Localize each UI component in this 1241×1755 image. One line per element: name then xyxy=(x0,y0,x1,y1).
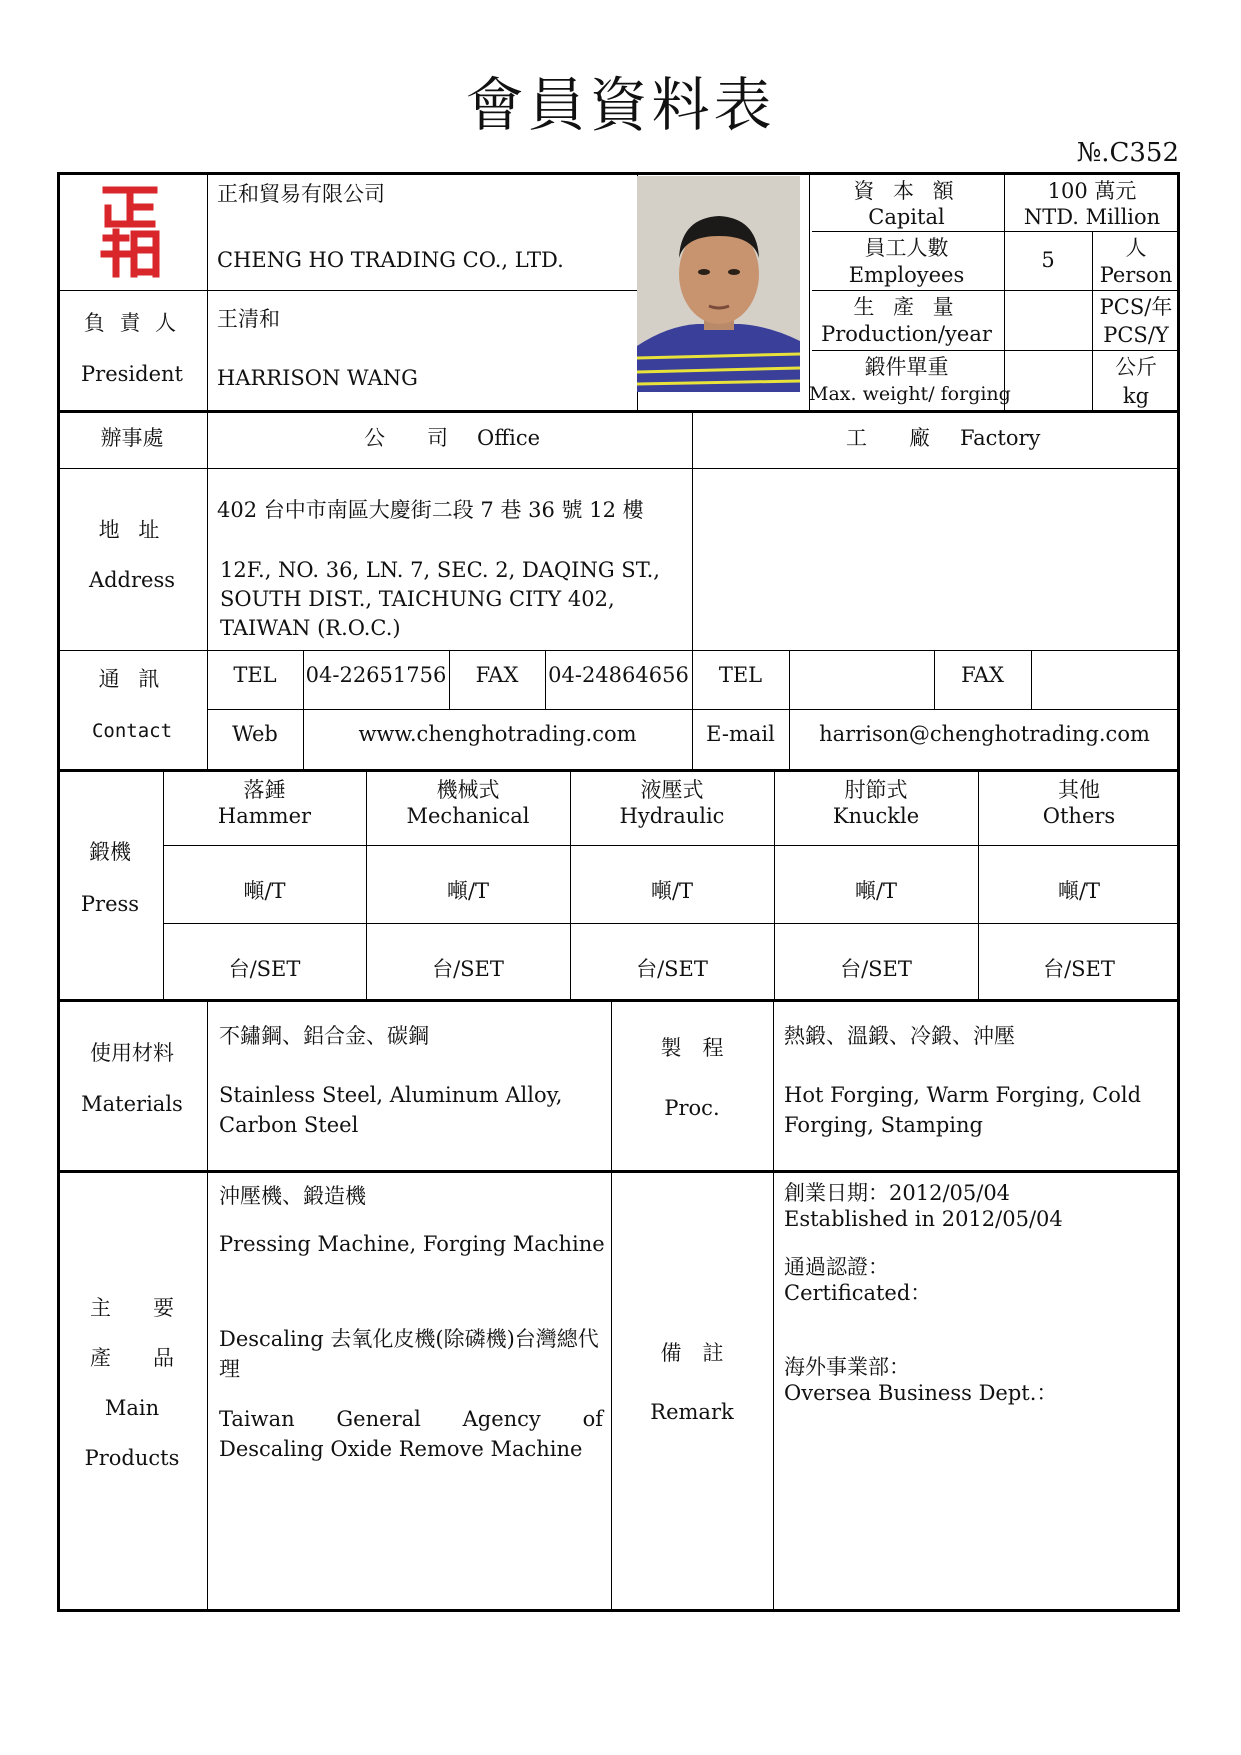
remark-label-en: Remark xyxy=(650,1400,734,1424)
employees-unit-en: Person xyxy=(1099,263,1173,287)
products-label-en-1: Main xyxy=(104,1396,160,1420)
max-weight-label-en: Max. weight/ forging xyxy=(809,383,1011,405)
press-type-en: Knuckle xyxy=(832,804,920,828)
rule xyxy=(611,999,612,1612)
capital-value-zh: 100 萬元 xyxy=(1047,179,1137,203)
contact-label-en: Contact xyxy=(91,720,173,742)
capital-label-en: Capital xyxy=(868,205,945,229)
press-type-en: Hydraulic xyxy=(619,804,725,828)
rule xyxy=(163,845,1180,846)
production-unit-en: PCS/Y xyxy=(1103,323,1169,347)
office-fax-label: FAX xyxy=(475,663,519,687)
office-heading-zh: 公 司 xyxy=(364,426,448,450)
process-label-zh: 製 程 xyxy=(660,1036,724,1060)
production-unit-zh: PCS/年 xyxy=(1099,295,1173,319)
press-label-zh: 鍛機 xyxy=(89,840,131,864)
president-label-zh: 負 責 人 xyxy=(83,311,181,335)
product-line2-en: Taiwan General Agency of Descaling Oxide Remove Machine xyxy=(219,1407,603,1461)
document-number: №.C352 xyxy=(1076,138,1179,168)
factory-fax-label: FAX xyxy=(961,663,1004,687)
factory-tel-label: TEL xyxy=(718,663,763,687)
office-tel-label: TEL xyxy=(233,663,277,687)
press-set-unit: 台/SET xyxy=(636,957,708,981)
press-type-zh: 肘節式 xyxy=(844,778,908,802)
products-label-zh-1: 主 要 xyxy=(90,1296,174,1320)
established-zh: 創業日期：2012/05/04 xyxy=(784,1181,1011,1205)
rule xyxy=(57,468,1180,469)
press-type-zh: 其他 xyxy=(1058,778,1100,802)
address-label-zh: 地 址 xyxy=(98,518,166,542)
president-label-en: President xyxy=(81,362,183,386)
materials-label-zh: 使用材料 xyxy=(90,1041,174,1065)
press-set-unit: 台/SET xyxy=(228,957,301,981)
rule xyxy=(57,650,1180,651)
oversea-dept-en: Oversea Business Dept.： xyxy=(784,1381,1058,1405)
press-label-en: Press xyxy=(80,892,140,916)
company-logo xyxy=(100,182,160,278)
contact-label-zh: 通 訊 xyxy=(98,667,166,691)
office-row-label: 辦事處 xyxy=(100,426,164,450)
address-label-en: Address xyxy=(88,568,176,592)
website-link[interactable]: www.chenghotrading.com xyxy=(358,722,637,746)
press-ton-unit: 噸/T xyxy=(446,879,490,903)
process-label-en: Proc. xyxy=(664,1096,720,1120)
rule xyxy=(773,999,774,1612)
rule xyxy=(207,172,208,410)
factory-heading-en: Factory xyxy=(960,426,1041,450)
president-name-en: HARRISON WANG xyxy=(217,366,418,390)
office-tel-value: 04-22651756 xyxy=(305,663,447,687)
email-link[interactable]: harrison@chenghotrading.com xyxy=(819,722,1150,746)
rule xyxy=(57,290,637,291)
rule xyxy=(207,410,208,769)
employees-unit-zh: 人 xyxy=(1125,236,1147,260)
office-fax-value: 04-24864656 xyxy=(548,663,689,687)
certificated-zh: 通過認證： xyxy=(784,1255,889,1279)
rule xyxy=(57,1170,1180,1173)
press-ton-unit: 噸/T xyxy=(243,879,286,903)
process-value-zh: 熱鍛、溫鍛、冷鍛、沖壓 xyxy=(784,1024,1015,1048)
rule xyxy=(57,769,1180,772)
max-weight-label-zh: 鍛件單重 xyxy=(864,355,949,379)
products-label-en-2: Products xyxy=(84,1446,180,1470)
press-ton-unit: 噸/T xyxy=(1057,879,1101,903)
rule xyxy=(789,650,790,769)
max-weight-unit-zh: 公斤 xyxy=(1115,355,1157,379)
employees-value: 5 xyxy=(1041,248,1055,272)
press-set-unit: 台/SET xyxy=(1043,957,1115,981)
press-set-unit: 台/SET xyxy=(432,957,504,981)
rule xyxy=(57,999,1180,1002)
production-label-zh: 生 產 量 xyxy=(853,295,960,319)
president-name-zh: 王清和 xyxy=(217,307,280,331)
product-line1-en: Pressing Machine, Forging Machine xyxy=(219,1232,605,1256)
press-ton-unit: 噸/T xyxy=(650,879,694,903)
capital-value-en: NTD. Million xyxy=(1023,205,1161,229)
press-type-zh: 機械式 xyxy=(436,778,500,802)
press-type-zh: 液壓式 xyxy=(640,778,704,802)
office-address-zh: 402 台中市南區大慶街二段 7 巷 36 號 12 樓 xyxy=(217,498,644,522)
product-line1-zh: 沖壓機、鍛造機 xyxy=(219,1184,366,1208)
press-type-en: Others xyxy=(1042,804,1116,828)
production-label-en: Production/year xyxy=(821,322,992,346)
capital-label-zh: 資 本 額 xyxy=(853,179,960,203)
certificated-en: Certificated： xyxy=(784,1281,932,1305)
company-name-zh: 正和貿易有限公司 xyxy=(217,182,385,206)
press-ton-unit: 噸/T xyxy=(854,879,898,903)
products-label-zh-2: 產 品 xyxy=(90,1346,174,1370)
employees-label-zh: 員工人數 xyxy=(864,236,949,260)
product-line2-zh: Descaling 去氧化皮機(除磷機)台灣總代理 xyxy=(219,1327,599,1381)
president-photo xyxy=(637,176,800,392)
press-set-unit: 台/SET xyxy=(840,957,912,981)
office-heading-en: Office xyxy=(477,426,541,450)
materials-value-zh: 不鏽鋼、鋁合金、碳鋼 xyxy=(219,1024,429,1048)
rule xyxy=(207,709,1180,710)
materials-label-en: Materials xyxy=(81,1092,183,1116)
office-address-en: 12F., NO. 36, LN. 7, SEC. 2, DAQING ST., SOUTH DIST., TAICHUNG CITY 402, TAIWAN (R.O.C.) xyxy=(220,558,660,640)
press-type-zh: 落錘 xyxy=(243,778,286,802)
press-type-en: Hammer xyxy=(217,804,312,828)
factory-heading-zh: 工 廠 xyxy=(846,426,930,450)
rule xyxy=(692,410,693,769)
established-en: Established in 2012/05/04 xyxy=(784,1207,1063,1231)
rule xyxy=(207,999,208,1612)
web-label: Web xyxy=(232,722,278,746)
email-label: E-mail xyxy=(706,722,775,746)
company-name-en: CHENG HO TRADING CO., LTD. xyxy=(217,248,564,272)
employees-label-en: Employees xyxy=(848,263,965,287)
process-value-en: Hot Forging, Warm Forging, Cold Forging, Stamping xyxy=(784,1083,1142,1137)
page-title: 會員資料表 xyxy=(465,71,776,139)
rule xyxy=(57,410,1180,413)
rule xyxy=(1031,650,1032,709)
materials-value-en: Stainless Steel, Aluminum Alloy, Carbon Steel xyxy=(219,1083,563,1137)
press-type-en: Mechanical xyxy=(406,804,530,828)
remark-label-zh: 備 註 xyxy=(660,1341,724,1365)
max-weight-unit-en: kg xyxy=(1122,384,1150,408)
rule xyxy=(163,923,1180,924)
oversea-dept-zh: 海外事業部： xyxy=(784,1355,910,1379)
